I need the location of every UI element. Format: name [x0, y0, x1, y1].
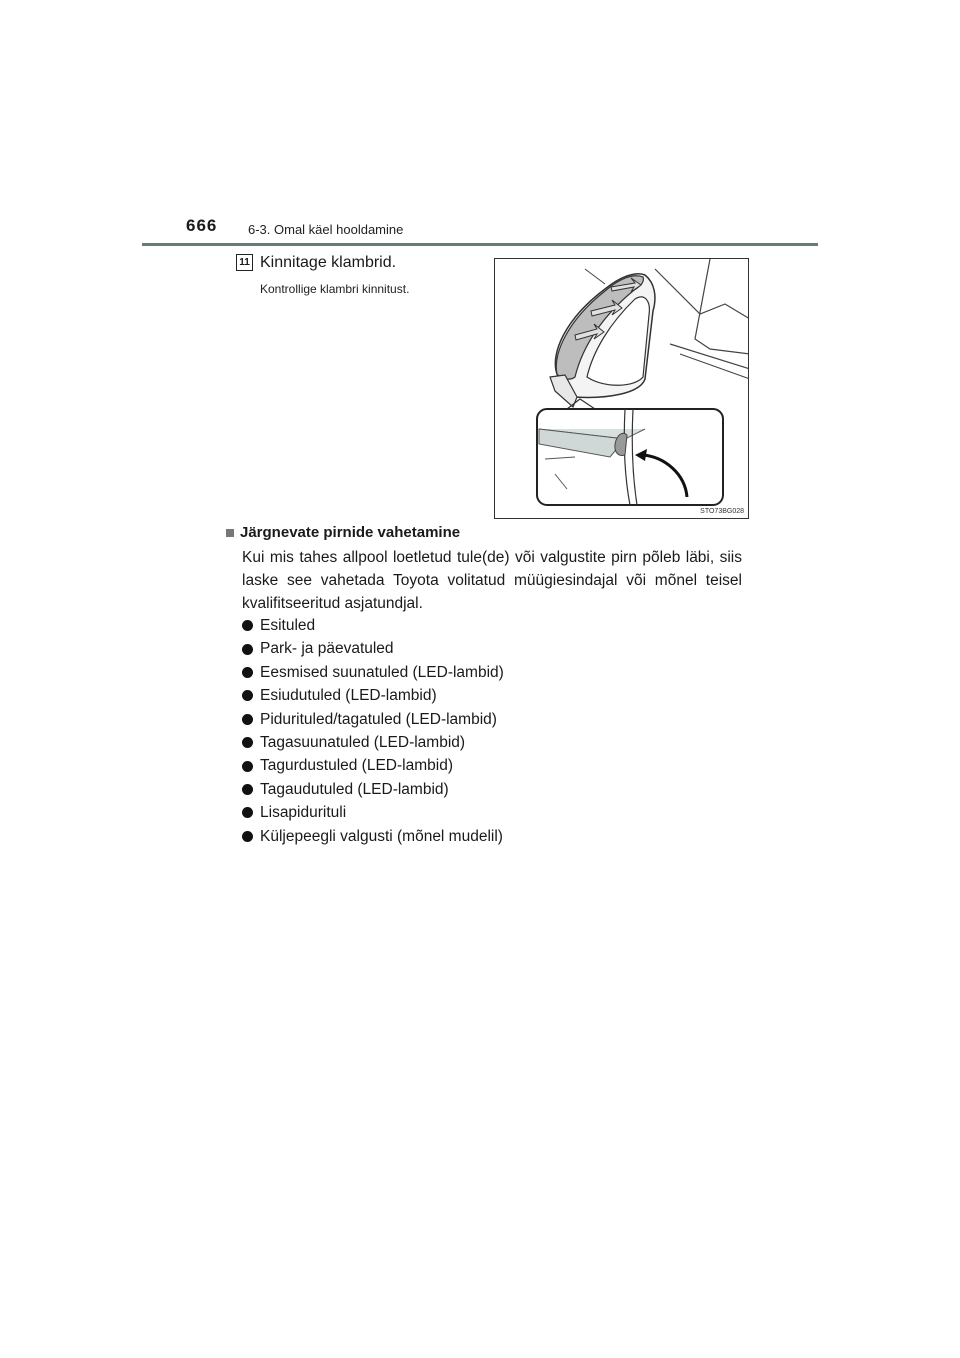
list-item-text: Tagurdustuled (LED-lambid) — [260, 757, 453, 775]
paragraph: Kui mis tahes allpool loetletud tule(de) või valgustite pirn põleb läbi, siis laske see vahetada Toyota volitatud müügiesindajal või mõnel teisel kvalifitseeritud asjatundjal. — [242, 549, 742, 612]
list-item — [242, 661, 504, 684]
step-badge: 11 — [236, 254, 253, 271]
list-item-text: Eesmised suunatuled (LED-lambid) — [260, 663, 504, 681]
bullet-dot-icon — [242, 644, 253, 655]
page-number: 666 — [186, 216, 218, 235]
bullet-dot-icon — [242, 667, 253, 678]
list-item — [242, 778, 504, 801]
subheading — [226, 524, 460, 541]
bullet-dot-icon — [242, 784, 253, 795]
figure-code: STO73BG028 — [700, 508, 744, 515]
step-note: Kontrollige klambri kinnitust. — [260, 282, 410, 296]
list-item — [242, 754, 504, 777]
list-item-text: Tagasuunatuled (LED-lambid) — [260, 733, 466, 751]
bullet-dot-icon — [242, 761, 253, 772]
header-rule — [142, 243, 818, 246]
bullet-dot-icon — [242, 690, 253, 701]
bulb-list — [242, 614, 504, 848]
step-title: Kinnitage klambrid. — [260, 254, 397, 271]
list-item-text: Park- ja päevatuled — [260, 640, 394, 658]
list-item — [242, 825, 504, 848]
section-title: 6-3. Omal käel hooldamine — [248, 222, 404, 237]
bullet-dot-icon — [242, 807, 253, 818]
list-item — [242, 684, 504, 707]
list-item-text: Tagaudutuled (LED-lambid) — [260, 780, 449, 798]
list-item-text: Küljepeegli valgusti (mõnel mudelil) — [260, 827, 503, 845]
mirror-illustration — [494, 258, 749, 519]
list-item — [242, 801, 504, 824]
list-item — [242, 614, 504, 637]
side-mirror-clip-illustration-icon — [495, 259, 749, 519]
bullet-dot-icon — [242, 831, 253, 842]
bullet-dot-icon — [242, 620, 253, 631]
list-item — [242, 708, 504, 731]
list-item-text: Lisapidurituli — [260, 804, 347, 822]
bullet-dot-icon — [242, 737, 253, 748]
bullet-dot-icon — [242, 714, 253, 725]
list-item-text: Esiudutuled (LED-lambid) — [260, 687, 437, 705]
subheading-text: Järgnevate pirnide vahetamine — [240, 524, 461, 541]
list-item — [242, 637, 504, 660]
list-item-text: Esituled — [260, 617, 316, 634]
list-item-text: Pidurituled/tagatuled (LED-lambid) — [260, 710, 497, 728]
square-bullet-icon — [226, 529, 234, 537]
list-item — [242, 731, 504, 754]
